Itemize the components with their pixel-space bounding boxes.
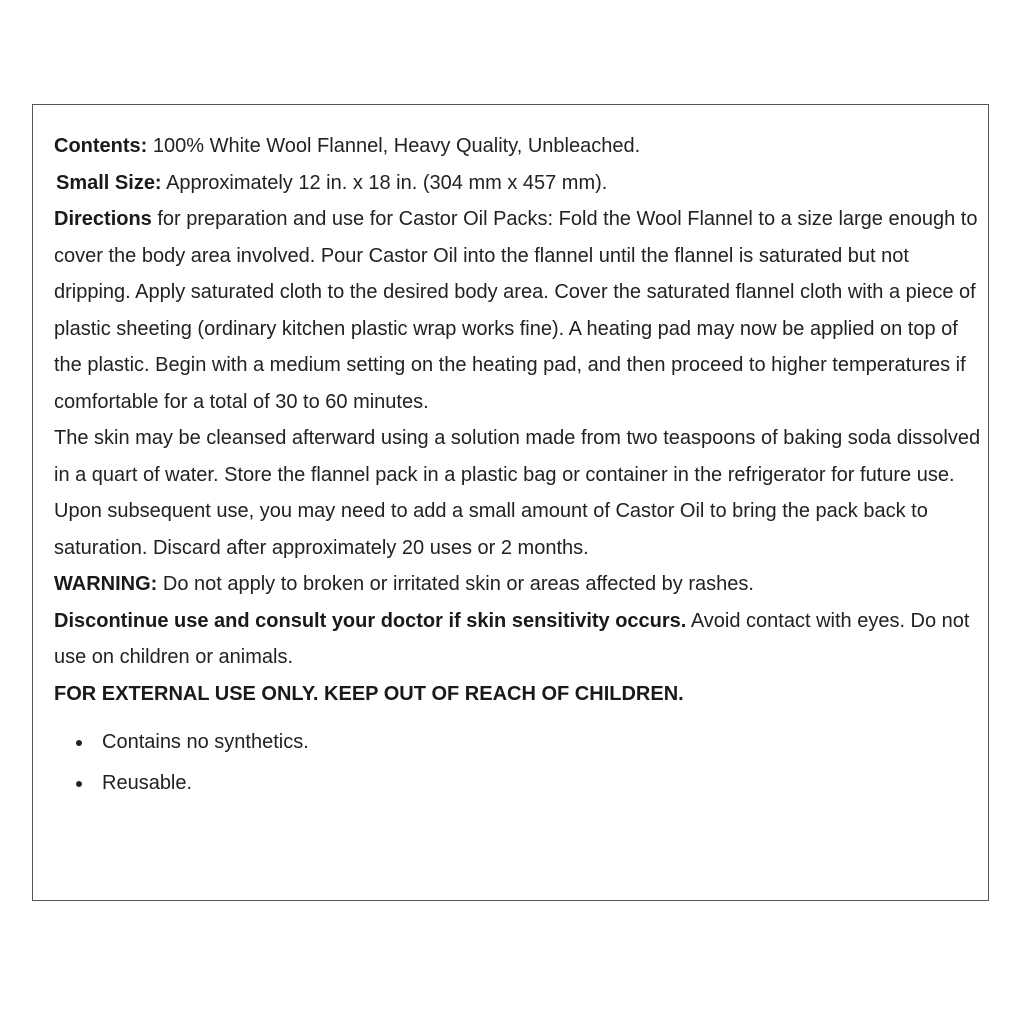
warning-line — [54, 566, 984, 603]
small-size-line — [54, 165, 984, 202]
aftercare-paragraph — [54, 420, 984, 566]
directions-text: for preparation and use for Castor Oil Packs: Fold the Wool Flannel to a size large enough to cover the body area involved. Pour Castor Oil into the flannel until the flannel is saturated but not dripping. Apply saturated cloth to the desired body area. Cover the saturated flannel cloth with a piece of plastic sheeting (ordinary kitchen plastic wrap works fine). A heating pad may now be applied on top of the plastic. Begin with a medium setting on the heating pad, and then proceed to higher temperatures if comfortable for a total of 30 to 60 minutes. — [54, 208, 978, 413]
contents-label: Contents: — [54, 135, 148, 157]
product-info-panel — [32, 104, 989, 901]
directions-paragraph — [54, 201, 984, 420]
small-size-label: Small Size: — [56, 171, 162, 194]
contents-line — [54, 128, 984, 165]
aftercare-text: The skin may be cleansed afterward using a solution made from two teaspoons of baking soda dissolved in a quart of water. Store the flannel pack in a plastic bag or container in the refrigerator for future use. Upon subsequent use, you may need to add a small amount of Castor Oil to bring the pack back to saturation. Discard after approximately 20 uses or 2 months. — [54, 427, 981, 559]
product-description — [54, 128, 984, 804]
warning-label: WARNING: — [54, 573, 158, 595]
discontinue-label: Discontinue use and consult your doctor if skin sensitivity occurs. — [54, 609, 687, 632]
list-item: Contains no synthetics. — [102, 722, 984, 763]
external-use-line — [54, 676, 984, 713]
list-item: Reusable. — [102, 763, 984, 804]
discontinue-paragraph — [54, 603, 984, 676]
contents-text: 100% White Wool Flannel, Heavy Quality, Unbleached. — [147, 135, 641, 157]
warning-text: Do not apply to broken or irritated skin or areas affected by rashes. — [157, 573, 754, 595]
feature-list — [54, 722, 984, 804]
external-use-label: FOR EXTERNAL USE ONLY. KEEP OUT OF REACH OF CHILDREN. — [54, 682, 684, 705]
small-size-text: Approximately 12 in. x 18 in. (304 mm x 457 mm). — [161, 171, 608, 194]
discontinue-text: Avoid contact with eyes. Do not use on children or animals. — [54, 609, 970, 668]
directions-label: Directions — [54, 208, 152, 230]
